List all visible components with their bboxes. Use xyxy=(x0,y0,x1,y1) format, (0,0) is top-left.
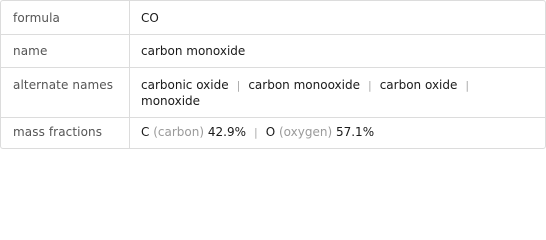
alternate-name: carbonic oxide xyxy=(141,78,229,92)
row-divider xyxy=(1,117,545,118)
element-name: (oxygen) xyxy=(278,125,333,139)
alternate-names-line-2 xyxy=(141,94,200,108)
alternate-name: carbon oxide xyxy=(379,78,458,92)
separator: | xyxy=(253,126,258,139)
alternate-names-line-1 xyxy=(141,78,477,92)
mass-percent: 42.9% xyxy=(207,125,246,139)
separator: | xyxy=(465,79,470,92)
alternate-name: carbon monooxide xyxy=(248,78,360,92)
mass-fractions-value xyxy=(141,125,374,139)
separator: | xyxy=(367,79,372,92)
name-label: name xyxy=(13,44,48,58)
mass-fractions-label: mass fractions xyxy=(13,125,103,139)
element-name: (carbon) xyxy=(153,125,205,139)
formula-value: CO xyxy=(141,11,159,25)
separator: | xyxy=(236,79,241,92)
formula-label: formula xyxy=(13,11,60,25)
alternate-name: monoxide xyxy=(141,94,201,108)
element-symbol: O xyxy=(265,125,276,139)
alternate-names-label: alternate names xyxy=(13,78,114,92)
element-symbol: C xyxy=(141,125,150,139)
row-divider xyxy=(1,67,545,68)
column-divider xyxy=(129,1,130,148)
mass-percent: 57.1% xyxy=(335,125,375,139)
row-divider xyxy=(1,34,545,35)
name-value: carbon monoxide xyxy=(141,44,246,58)
